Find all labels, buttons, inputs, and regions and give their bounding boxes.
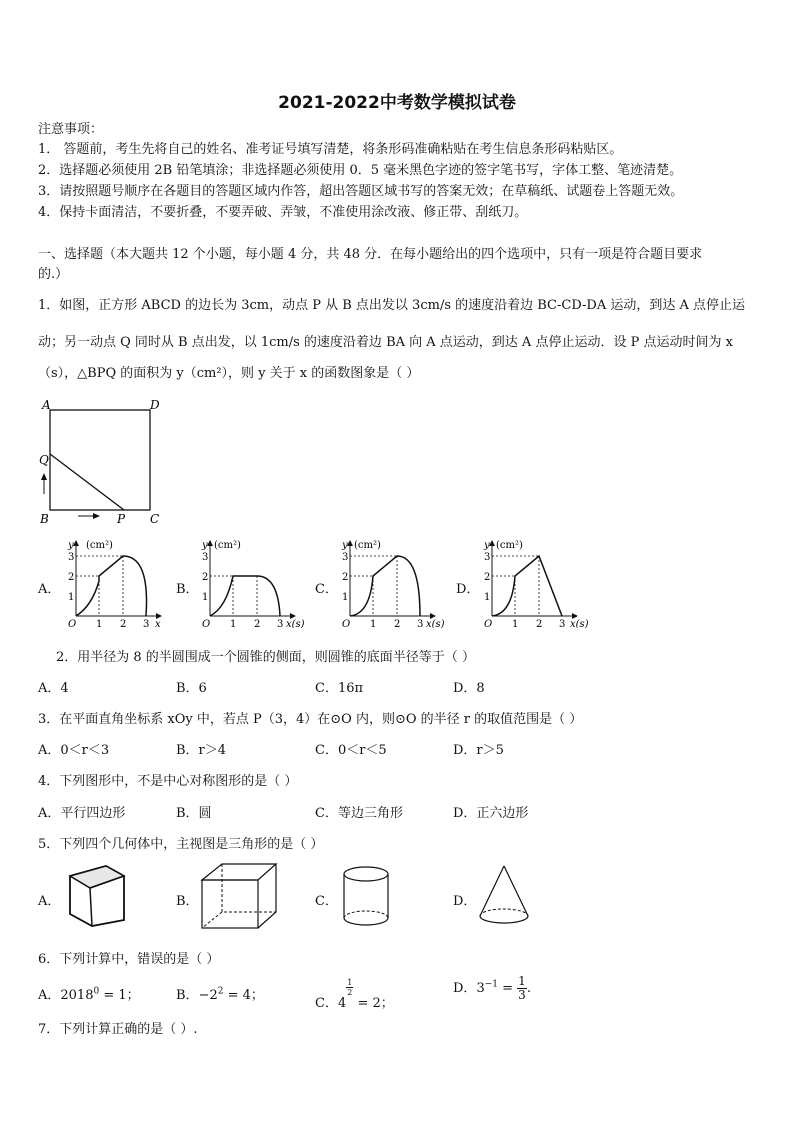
q2-option-c: C．16π bbox=[315, 681, 364, 696]
q6-a-base: 2018 bbox=[60, 988, 94, 1003]
q1-stem-line2: 动；另一动点 Q 同时从 B 点出发，以 1cm/s 的速度沿着边 BA 向 A 点运动，到达 A 点停止运动．设 P 点运动时间为 x bbox=[38, 335, 733, 350]
graph-a-tick-x2: 2 bbox=[120, 619, 127, 628]
graph-a-x: x bbox=[155, 619, 161, 628]
notice-heading: 注意事项： bbox=[38, 122, 104, 137]
graph-d-tick-y3: 3 bbox=[484, 552, 491, 563]
q1-fig-label-d: D bbox=[150, 398, 160, 412]
q6-option-b-label: B． bbox=[176, 988, 199, 1003]
graph-d-x: x(s) bbox=[570, 619, 589, 628]
q6-option-d bbox=[453, 975, 531, 1002]
q2-option-a: A．4 bbox=[38, 681, 69, 696]
graph-a-tick-y1: 1 bbox=[68, 592, 75, 603]
notice-item-1: 1． 答题前，考生先将自己的姓名、准考证号填写清楚，将条形码准确粘贴在考生信息条形码粘贴区。 bbox=[38, 142, 623, 157]
graph-a-tick-y2: 2 bbox=[68, 572, 75, 583]
graph-d-tick-x3: 3 bbox=[559, 619, 566, 628]
graph-d-y: y bbox=[484, 540, 490, 551]
q6-option-c bbox=[315, 978, 394, 1011]
graph-a-origin: O bbox=[68, 619, 77, 628]
q4-stem: 4．下列图形中，不是中心对称图形的是（ ） bbox=[38, 774, 298, 789]
q1-option-c-label: C． bbox=[315, 582, 338, 597]
q3-option-a: A．0＜r＜3 bbox=[38, 743, 110, 758]
graph-b-tick-x2: 2 bbox=[254, 619, 261, 628]
graph-b-unit: (cm²) bbox=[214, 540, 241, 551]
graph-c-y: y bbox=[342, 540, 348, 551]
graph-d-tick-x1: 1 bbox=[512, 619, 519, 628]
q1-stem-line1: 1．如图，正方形 ABCD 的边长为 3cm，动点 P 从 B 点出发以 3cm/s 的速度沿着边 BC-CD-DA 运动，到达 A 点停止运 bbox=[38, 298, 745, 313]
notice-item-3: 3．请按照题号顺序在各题目的答题区域内作答，超出答题区域书写的答案无效；在草稿纸、试题卷上答题无效。 bbox=[38, 184, 684, 199]
q6-d-den: 3 bbox=[518, 988, 526, 1002]
graph-c-tick-x2: 2 bbox=[394, 619, 401, 628]
q1-option-a-graph bbox=[62, 536, 172, 628]
q6-b-rest: = 4； bbox=[223, 988, 264, 1003]
q6-d-exp: −1 bbox=[484, 979, 498, 990]
q1-fig-label-p: P bbox=[117, 512, 126, 526]
graph-c-tick-y1: 1 bbox=[342, 592, 349, 603]
q5-option-d-cone bbox=[474, 862, 536, 932]
q3-option-d: D．r＞5 bbox=[453, 743, 504, 758]
graph-b-y: y bbox=[202, 540, 208, 551]
q7-stem: 7．下列计算正确的是（ ）. bbox=[38, 1022, 198, 1037]
graph-b-tick-y3: 3 bbox=[202, 552, 209, 563]
q1-fig-label-a: A bbox=[42, 398, 51, 412]
q6-c-num: 1 bbox=[347, 978, 353, 987]
q6-stem: 6．下列计算中，错误的是（ ） bbox=[38, 952, 220, 967]
q6-d-num: 1 bbox=[518, 974, 526, 988]
graph-c-tick-x1: 1 bbox=[370, 619, 377, 628]
graph-b-tick-y1: 1 bbox=[202, 592, 209, 603]
graph-c-tick-x3: 3 bbox=[417, 619, 424, 628]
graph-d-tick-y1: 1 bbox=[484, 592, 491, 603]
graph-a-tick-x1: 1 bbox=[96, 619, 103, 628]
q6-b-pre: −2 bbox=[198, 988, 218, 1003]
q4-option-d: D．正六边形 bbox=[453, 806, 529, 821]
q1-fig-label-b: B bbox=[40, 512, 49, 526]
page-title: 2021-2022中考数学模拟试卷 bbox=[278, 93, 516, 113]
q6-c-den: 2 bbox=[347, 988, 353, 997]
q1-option-b-graph bbox=[196, 536, 314, 628]
graph-c-tick-y2: 2 bbox=[342, 572, 349, 583]
graph-b-tick-y2: 2 bbox=[202, 572, 209, 583]
q6-c-exponent-fraction bbox=[346, 978, 353, 997]
graph-d-tick-x2: 2 bbox=[536, 619, 543, 628]
q6-d-eq: = bbox=[498, 981, 518, 996]
graph-c-unit: (cm²) bbox=[354, 540, 381, 551]
q2-option-d: D．8 bbox=[453, 681, 485, 696]
q1-option-d-graph bbox=[478, 536, 598, 628]
graph-b-x: x(s) bbox=[286, 619, 305, 628]
graph-a-unit: (cm²) bbox=[86, 540, 113, 551]
q6-option-c-label: C． bbox=[315, 996, 338, 1011]
q4-option-b: B．圆 bbox=[176, 806, 212, 821]
q6-a-exp: 0 bbox=[93, 986, 100, 997]
q6-d-fraction bbox=[517, 975, 527, 1002]
q1-option-a-label: A． bbox=[38, 582, 61, 597]
q4-option-a: A．平行四边形 bbox=[38, 806, 126, 821]
graph-b-tick-x3: 3 bbox=[277, 619, 284, 628]
q3-option-c: C．0＜r＜5 bbox=[315, 743, 387, 758]
graph-a-tick-x3: 3 bbox=[143, 619, 150, 628]
q6-option-d-label: D． bbox=[453, 981, 477, 996]
graph-d-unit: (cm²) bbox=[496, 540, 523, 551]
section-heading-line2: 的.） bbox=[38, 267, 69, 282]
q2-option-b: B．6 bbox=[176, 681, 207, 696]
notice-item-4: 4．保持卡面清洁，不要折叠，不要弄破、弄皱，不准使用涂改液、修正带、刮纸刀。 bbox=[38, 205, 528, 220]
q1-square-figure bbox=[36, 396, 171, 531]
graph-a-tick-y3: 3 bbox=[68, 552, 75, 563]
graph-d-origin: O bbox=[484, 619, 493, 628]
q1-option-b-label: B． bbox=[176, 582, 199, 597]
q6-option-a bbox=[38, 984, 140, 1003]
q5-option-c-cylinder bbox=[338, 862, 398, 932]
q5-option-a-label: A． bbox=[38, 894, 61, 909]
graph-c-x: x(s) bbox=[426, 619, 445, 628]
q6-c-rest: = 2； bbox=[353, 996, 394, 1011]
q1-option-c-graph bbox=[336, 536, 454, 628]
graph-d-tick-y2: 2 bbox=[484, 572, 491, 583]
q1-fig-label-q: Q bbox=[39, 453, 49, 467]
q6-option-b bbox=[176, 984, 264, 1003]
graph-c-origin: O bbox=[342, 619, 351, 628]
graph-b-origin: O bbox=[202, 619, 211, 628]
q5-stem: 5．下列四个几何体中，主视图是三角形的是（ ） bbox=[38, 837, 324, 852]
q4-option-c: C．等边三角形 bbox=[315, 806, 403, 821]
q5-option-c-label: C． bbox=[315, 894, 338, 909]
q5-option-d-label: D． bbox=[453, 894, 477, 909]
q6-a-rest: = 1； bbox=[99, 988, 140, 1003]
graph-c-tick-y3: 3 bbox=[342, 552, 349, 563]
q6-d-base: 3 bbox=[476, 981, 485, 996]
q6-b-exp: 2 bbox=[217, 986, 224, 997]
q3-option-b: B．r＞4 bbox=[176, 743, 227, 758]
q1-fig-label-c: C bbox=[150, 512, 160, 526]
notice-item-2: 2．选择题必须使用 2B 铅笔填涂；非选择题必须使用 0．5 毫米黑色字迹的签字笔书写，字体工整、笔迹清楚。 bbox=[38, 163, 683, 178]
section-heading-line1: 一、选择题（本大题共 12 个小题，每小题 4 分，共 48 分．在每小题给出的四个选项中，只有一项是符合题目要求 bbox=[38, 247, 703, 262]
q6-option-a-label: A． bbox=[38, 988, 61, 1003]
q1-option-d-label: D． bbox=[456, 582, 480, 597]
q5-option-b-label: B． bbox=[176, 894, 199, 909]
q5-option-b-cube bbox=[196, 860, 286, 932]
q2-stem: 2．用半径为 8 的半圆围成一个圆锥的侧面，则圆锥的底面半径等于（ ） bbox=[56, 650, 475, 665]
q6-d-end: . bbox=[526, 981, 531, 996]
graph-b-tick-x1: 1 bbox=[230, 619, 237, 628]
q5-option-a-triangular-prism bbox=[62, 862, 132, 932]
graph-a-y: y bbox=[68, 540, 74, 551]
q3-stem: 3．在平面直角坐标系 xOy 中，若点 P（3，4）在⊙O 内，则⊙O 的半径 r 的取值范围是（ ） bbox=[38, 712, 583, 727]
q6-c-base: 4 bbox=[337, 996, 347, 1011]
q1-stem-line3: （s），△BPQ 的面积为 y（cm²），则 y 关于 x 的函数图象是（ ） bbox=[38, 366, 420, 381]
